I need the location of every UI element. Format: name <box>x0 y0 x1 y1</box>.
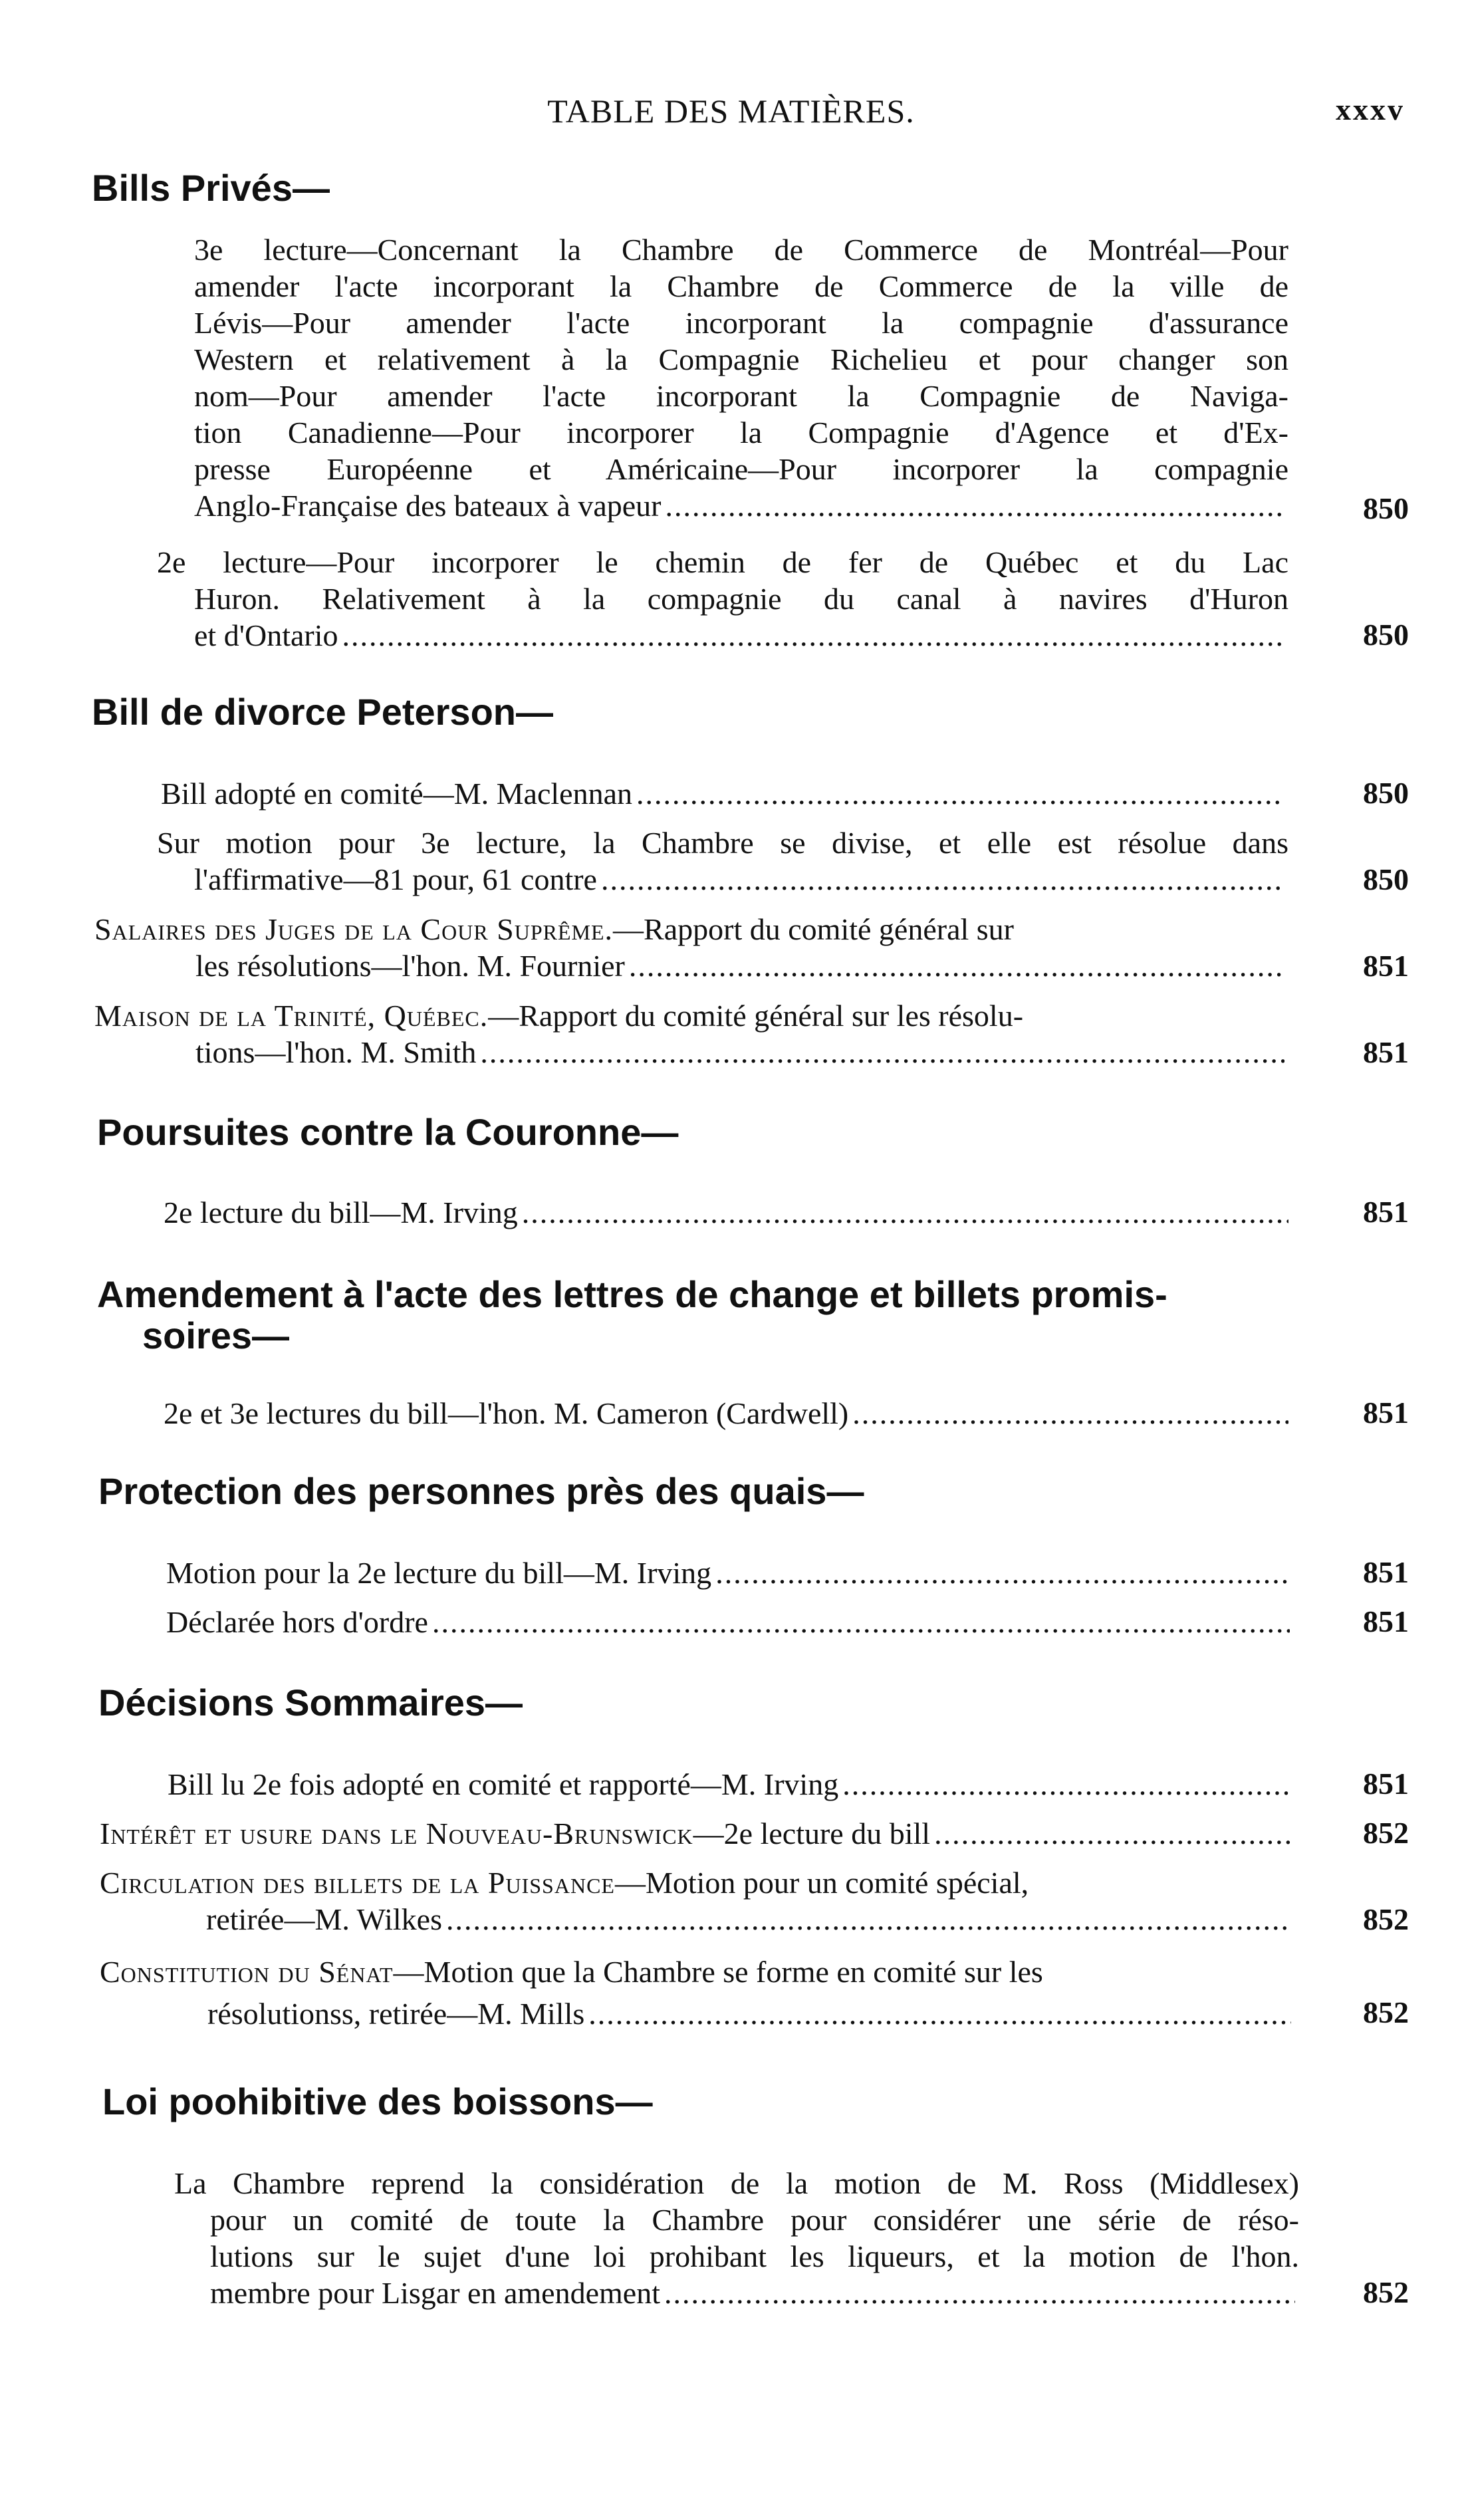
entry-line: résolutionss, retirée—M. Mills ..... <box>207 1995 1295 2032</box>
leader-dots <box>432 1604 1290 1640</box>
page-ref: 850 <box>1363 862 1409 896</box>
toc-entry <box>166 1604 1294 1640</box>
page-title: TABLE DES MATIÈRES. <box>547 92 915 130</box>
toc-entry <box>164 1194 1292 1231</box>
section-heading: Protection des personnes près des quais— <box>98 1470 864 1512</box>
entry-line: Constitution du Sénat —Motion que la Chambre se forme en comité sur les <box>100 1955 1043 1989</box>
leader-dots <box>446 1901 1291 1938</box>
page-ref: 851 <box>1363 1767 1409 1801</box>
section-heading: Poursuites contre la Couronne— <box>97 1111 679 1153</box>
entry-line: 2e lecture—Pour incorporer le chemin de fer de Québec et du Lac <box>157 545 1288 579</box>
toc-entry <box>174 2165 1299 2311</box>
page-ref: 851 <box>1363 1555 1409 1589</box>
entry-line: amender l'acte incorporant la Chambre de Commerce de la ville de <box>194 269 1288 303</box>
leader-dots <box>480 1034 1284 1071</box>
toc-entry <box>164 1395 1292 1432</box>
section-heading: Bill de divorce Peterson— <box>92 691 553 733</box>
entry-line: 3e lecture—Concernant la Chambre de Commerce de Montréal—Pour <box>194 233 1288 267</box>
entry-line: Huron. Relativement à la compagnie du canal à navires d'Huron <box>194 582 1288 616</box>
page-ref: 851 <box>1363 1396 1409 1430</box>
leader-dots <box>629 947 1284 984</box>
toc-entry <box>94 997 1288 1071</box>
entry-line: tions—l'hon. M. Smith ..... <box>195 1034 1288 1071</box>
section-heading: Amendement à l'acte des lettres de change et billets promis- <box>97 1273 1167 1315</box>
entry-line: Bill lu 2e fois adopté en comité et rapporté—M. Irving ..... <box>168 1766 1295 1803</box>
entry-line: 2e lecture du bill—M. Irving ..... <box>164 1194 1292 1231</box>
entry-line: Circulation des billets de la Puissance —Motion pour un comité spécial, <box>100 1866 1029 1900</box>
leader-dots <box>842 1766 1291 1803</box>
toc-entry <box>94 911 1288 984</box>
page-ref: 850 <box>1363 776 1409 810</box>
entry-line: Maison de la Trinité, Québec. —Rapport du comité général sur les résolu- <box>94 999 1024 1033</box>
leader-dots <box>601 861 1284 898</box>
entry-line: Intérêt et usure dans le Nouveau-Brunswick —2e lecture du bill ..... <box>100 1815 1295 1852</box>
page-number-roman: xxxv <box>1336 92 1405 126</box>
section-heading: Bills Privés— <box>92 167 330 209</box>
entry-line: Sur motion pour 3e lecture, la Chambre se divise, et elle est résolue dans <box>157 826 1288 860</box>
toc-entry <box>166 1555 1294 1591</box>
page-ref: 852 <box>1363 1902 1409 1936</box>
page-ref: 850 <box>1363 618 1409 652</box>
section-heading: Décisions Sommaires— <box>98 1682 523 1723</box>
entry-line: Lévis—Pour amender l'acte incorporant la compagnie d'assurance <box>194 306 1288 340</box>
leader-dots <box>588 1995 1291 2032</box>
entry-line: Motion pour la 2e lecture du bill—M. Irving ..... <box>166 1555 1294 1591</box>
toc-entry <box>168 1766 1295 1803</box>
entry-line: presse Européenne et Américaine—Pour incorporer la compagnie <box>194 452 1288 486</box>
section-heading: Loi poohibitive des boissons— <box>102 2080 653 2122</box>
entry-line: Salaires des Juges de la Cour Suprême. —Rapport du comité général sur <box>94 912 1014 946</box>
entry-line: 2e et 3e lectures du bill—l'hon. M. Cameron (Cardwell) ..... <box>164 1395 1292 1432</box>
leader-dots <box>342 617 1284 654</box>
entry-line: Déclarée hors d'ordre ..... <box>166 1604 1294 1640</box>
entry-line: les résolutions—l'hon. M. Fournier ..... <box>195 947 1288 984</box>
leader-dots <box>664 2275 1295 2311</box>
page-ref: 851 <box>1363 1195 1409 1229</box>
entry-line: lutions sur le sujet d'une loi prohibant les liqueurs, et la motion de l'hon. <box>210 2239 1299 2273</box>
entry-line: membre pour Lisgar en amendement ..... <box>210 2275 1299 2311</box>
page-ref: 851 <box>1363 1604 1409 1638</box>
page-ref: 851 <box>1363 1035 1409 1069</box>
leader-dots <box>522 1194 1288 1231</box>
entry-line: La Chambre reprend la considération de la motion de M. Ross (Middlesex) <box>174 2166 1299 2200</box>
toc-entry <box>157 824 1288 898</box>
toc-entry <box>100 1953 1295 2032</box>
section-heading-continued: soires— <box>142 1315 289 1356</box>
entry-line: retirée—M. Wilkes ..... <box>206 1901 1295 1938</box>
leader-dots <box>934 1815 1291 1852</box>
leader-dots <box>666 487 1285 524</box>
page-ref: 852 <box>1363 2275 1409 2309</box>
page-ref: 850 <box>1363 491 1409 525</box>
page-ref: 852 <box>1363 1995 1409 2029</box>
leader-dots <box>715 1555 1290 1591</box>
entry-line: Anglo-Française des bateaux à vapeur ..... <box>194 487 1288 524</box>
toc-entry <box>100 1815 1295 1852</box>
page-ref: 851 <box>1363 949 1409 983</box>
entry-line: tion Canadienne—Pour incorporer la Compagnie d'Agence et d'Ex- <box>194 416 1288 449</box>
leader-dots <box>852 1395 1288 1432</box>
toc-entry <box>161 775 1288 812</box>
entry-line: nom—Pour amender l'acte incorporant la Compagnie de Naviga- <box>194 379 1288 413</box>
page-ref: 852 <box>1363 1816 1409 1850</box>
entry-line: pour un comité de toute la Chambre pour considérer une série de réso- <box>210 2203 1299 2237</box>
entry-line: Bill adopté en comité—M. Maclennan ..... <box>161 775 1288 812</box>
toc-entry <box>194 231 1288 524</box>
leader-dots <box>636 775 1284 812</box>
entry-line: l'affirmative—81 pour, 61 contre ..... <box>194 861 1288 898</box>
toc-entry <box>157 544 1288 654</box>
toc-entry <box>100 1864 1295 1938</box>
entry-line: et d'Ontario ..... <box>194 617 1288 654</box>
entry-line: Western et relativement à la Compagnie Richelieu et pour changer son <box>194 342 1288 376</box>
